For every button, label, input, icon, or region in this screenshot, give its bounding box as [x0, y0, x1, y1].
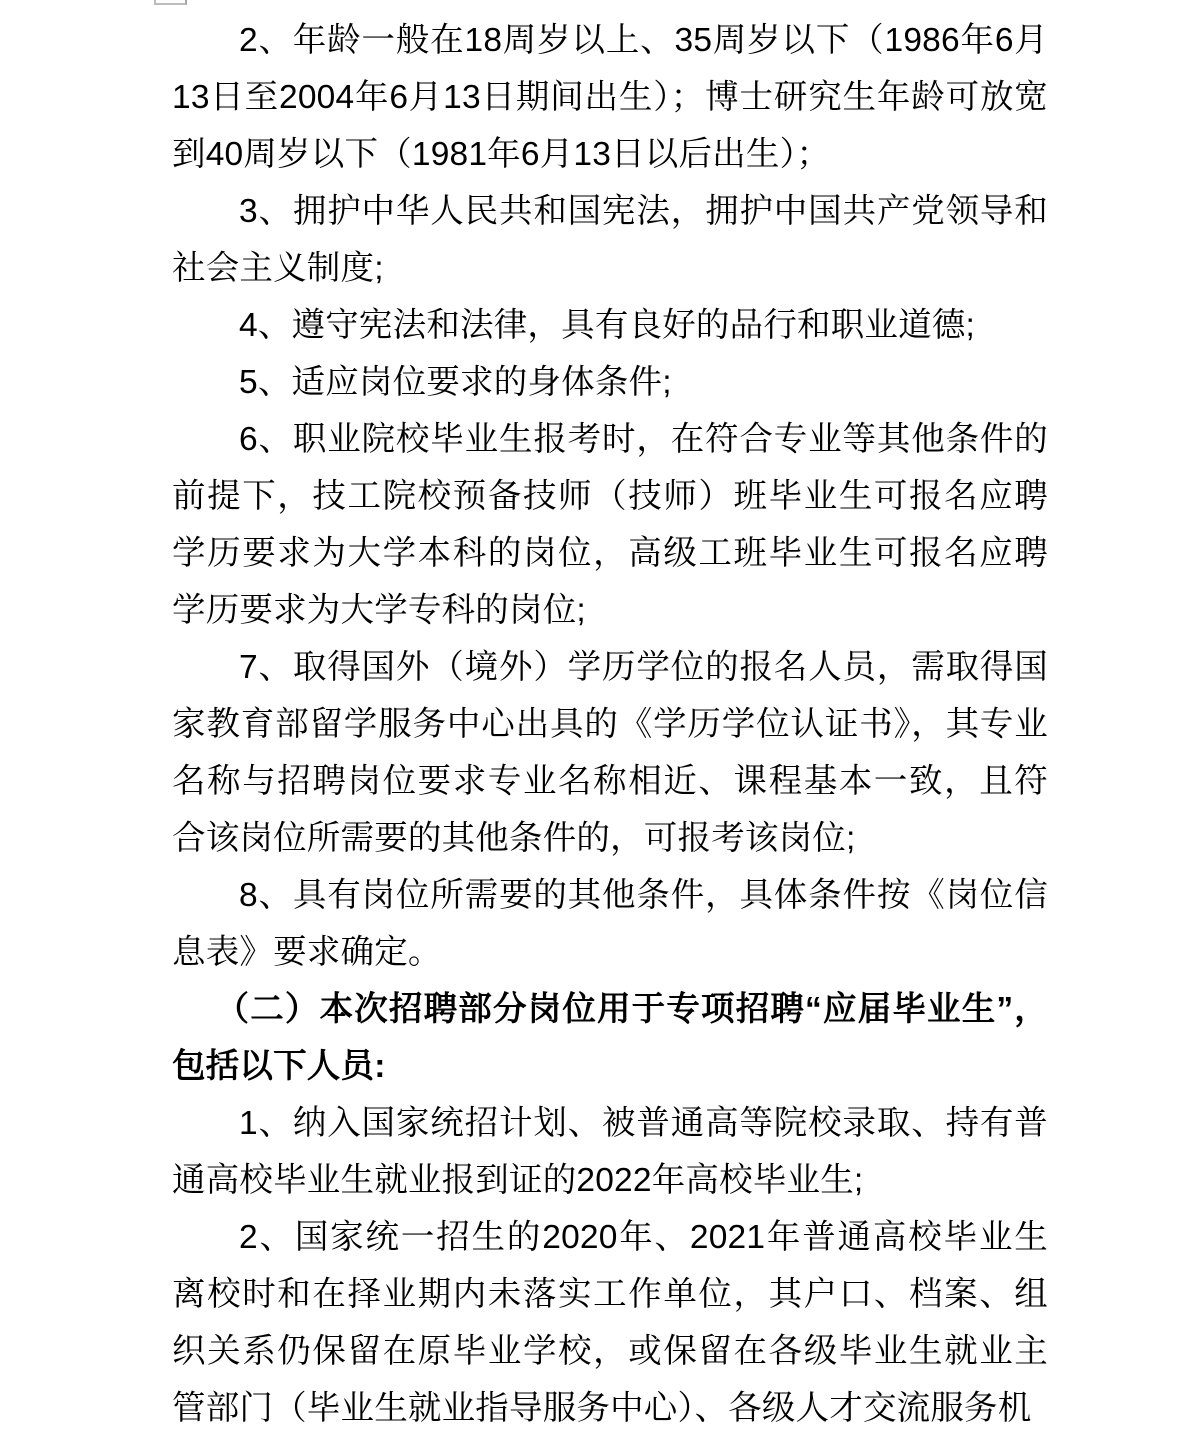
cropped-ui-element	[154, 0, 187, 5]
document-body	[172, 12, 1048, 1437]
paragraph-condition-8: 8、具有岗位所需要的其他条件，具体条件按《岗位信息表》要求确定。	[172, 877, 1048, 971]
paragraph-condition-7: 7、取得国外（境外）学历学位的报名人员，需取得国家教育部留学服务中心出具的《学历学位认证书》，其专业名称与招聘岗位要求专业名称相近、课程基本一致，且符合该岗位所需要的其他条件的，可报考该岗位;	[172, 649, 1048, 857]
paragraph-condition-3: 3、拥护中华人民共和国宪法，拥护中国共产党领导和社会主义制度;	[172, 193, 1048, 287]
paragraph-condition-4: 4、遵守宪法和法律，具有良好的品行和职业道德;	[239, 307, 976, 344]
paragraph-condition-6: 6、职业院校毕业生报考时，在符合专业等其他条件的前提下，技工院校预备技师（技师）班毕业生可报名应聘学历要求为大学本科的岗位，高级工班毕业生可报名应聘学历要求为大学专科的岗位;	[172, 421, 1048, 629]
section-heading: （二）本次招聘部分岗位用于专项招聘“应届毕业生”，包括以下人员:	[172, 991, 1048, 1085]
paragraph-graduate-2: 2、国家统一招生的2020年、2021年普通高校毕业生离校时和在择业期内未落实工作单位，其户口、档案、组织关系仍保留在原毕业学校，或保留在各级毕业生就业主管部门（毕业生就业指导服务中心）、各级人才交流服务机	[172, 1219, 1048, 1427]
paragraph-condition-2: 2、年龄一般在18周岁以上、35周岁以下（1986年6月13日至2004年6月13日期间出生）；博士研究生年龄可放宽到40周岁以下（1981年6月13日以后出生）；	[172, 22, 1048, 173]
paragraph-graduate-1: 1、纳入国家统招计划、被普通高等院校录取、持有普通高校毕业生就业报到证的2022年高校毕业生;	[172, 1105, 1048, 1199]
paragraph-condition-5: 5、适应岗位要求的身体条件;	[239, 364, 672, 401]
